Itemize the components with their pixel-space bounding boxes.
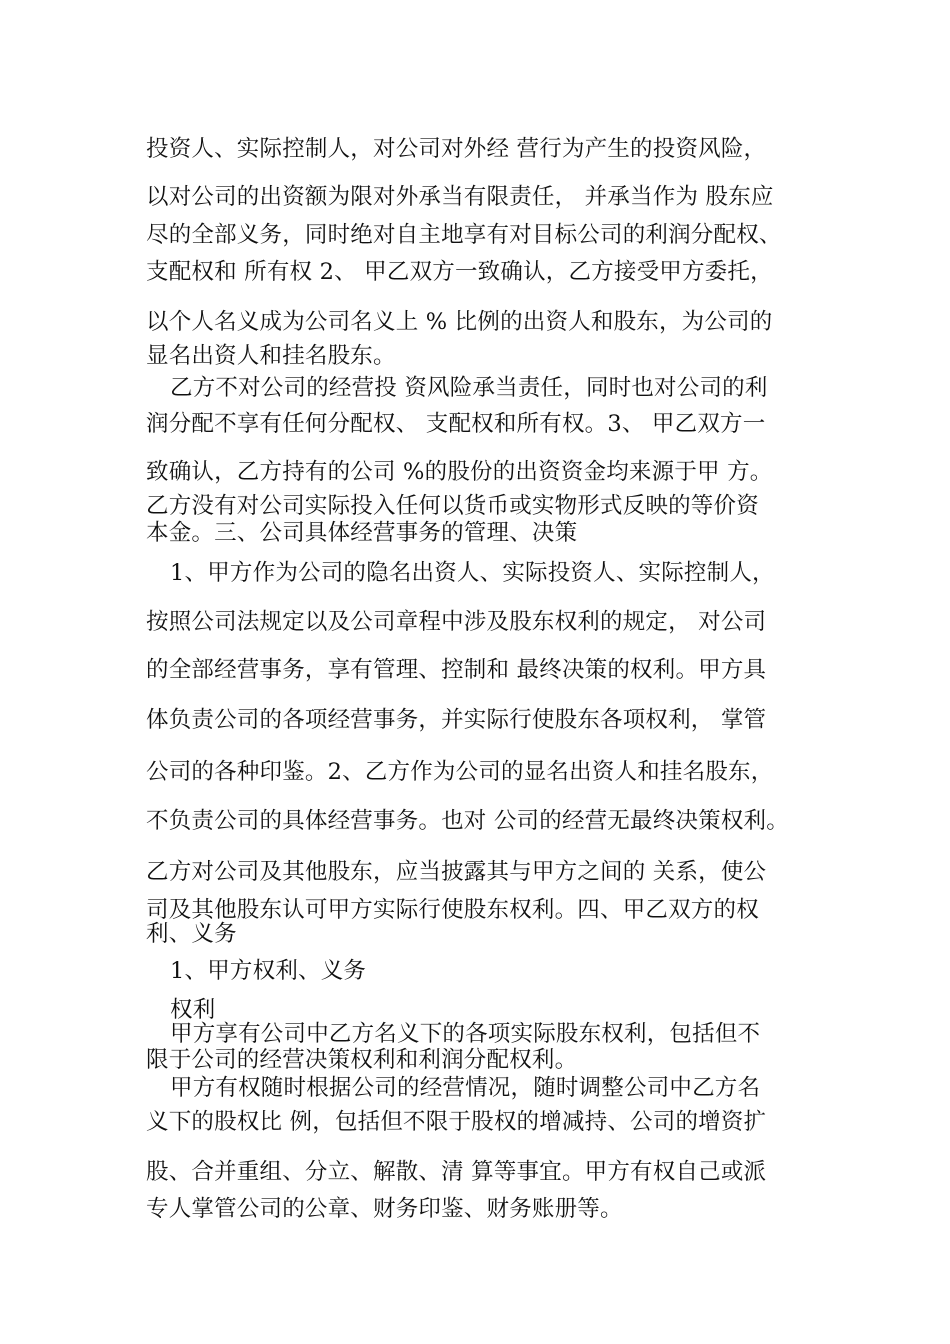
text-line: 甲方有权随时根据公司的经营情况，随时调整公司中乙方名: [170, 1075, 761, 1101]
text-line: 尽的全部义务，同时绝对自主地享有对目标公司的利润分配权、: [146, 222, 782, 248]
text-line: 显名出资人和挂名股东。: [146, 343, 396, 369]
text-line: 按照公司法规定以及公司章程中涉及股东权利的规定， 对公司: [146, 609, 767, 635]
text-line: 以对公司的出资额为限对外承当有限责任， 并承当作为 股东应: [146, 184, 774, 210]
text-line: 乙方对公司及其他股东，应当披露其与甲方之间的 关系，使公: [146, 859, 767, 885]
text-line: 权利: [170, 997, 216, 1023]
text-line: 乙方不对公司的经营投 资风险承当责任，同时也对公司的利: [170, 375, 768, 401]
text-line: 义下的股权比 例，包括但不限于股权的增减持、公司的增资扩: [146, 1109, 767, 1135]
text-line: 润分配不享有任何分配权、 支配权和所有权。3、 甲乙双方一: [146, 411, 766, 437]
text-line: 不负责公司的具体经营事务。也对 公司的经营无最终决策权利。: [146, 808, 789, 834]
text-line: 司及其他股东认可甲方实际行使股东权利。四、甲乙双方的权: [146, 897, 759, 923]
text-line: 公司的各种印鉴。2、乙方作为公司的显名出资人和挂名股东，: [146, 759, 774, 785]
text-line: 投资人、实际控制人，对公司对外经 营行为产生的投资风险，: [146, 136, 767, 162]
text-line: 利、义务: [146, 921, 237, 947]
text-line: 专人掌管公司的公章、财务印鉴、财务账册等。: [146, 1196, 623, 1222]
text-line: 支配权和 所有权 2、 甲乙双方一致确认，乙方接受甲方委托，: [146, 259, 773, 285]
text-line: 1、甲方作为公司的隐名出资人、实际投资人、实际控制人，: [170, 560, 775, 586]
text-line: 的全部经营事务，享有管理、控制和 最终决策的权利。甲方具: [146, 657, 767, 683]
text-line: 体负责公司的各项经营事务，并实际行使股东各项权利， 掌管: [146, 707, 767, 733]
text-line: 致确认，乙方持有的公司 %的股份的出资资金均来源于甲 方。: [146, 459, 773, 485]
text-line: 股、合并重组、分立、解散、清 算等事宜。甲方有权自己或派: [146, 1159, 767, 1185]
text-line: 以个人名义成为公司名义上 % 比例的出资人和股东，为公司的: [146, 309, 773, 335]
text-line: 限于公司的经营决策权利和利润分配权利。: [146, 1047, 578, 1073]
text-line: 本金。三、公司具体经营事务的管理、决策: [146, 520, 578, 546]
text-line: 乙方没有对公司实际投入任何以货币或实物形式反映的等价资: [146, 493, 759, 519]
text-line: 甲方享有公司中乙方名义下的各项实际股东权利，包括但不: [170, 1021, 761, 1047]
text-line: 1、甲方权利、义务: [170, 958, 367, 984]
